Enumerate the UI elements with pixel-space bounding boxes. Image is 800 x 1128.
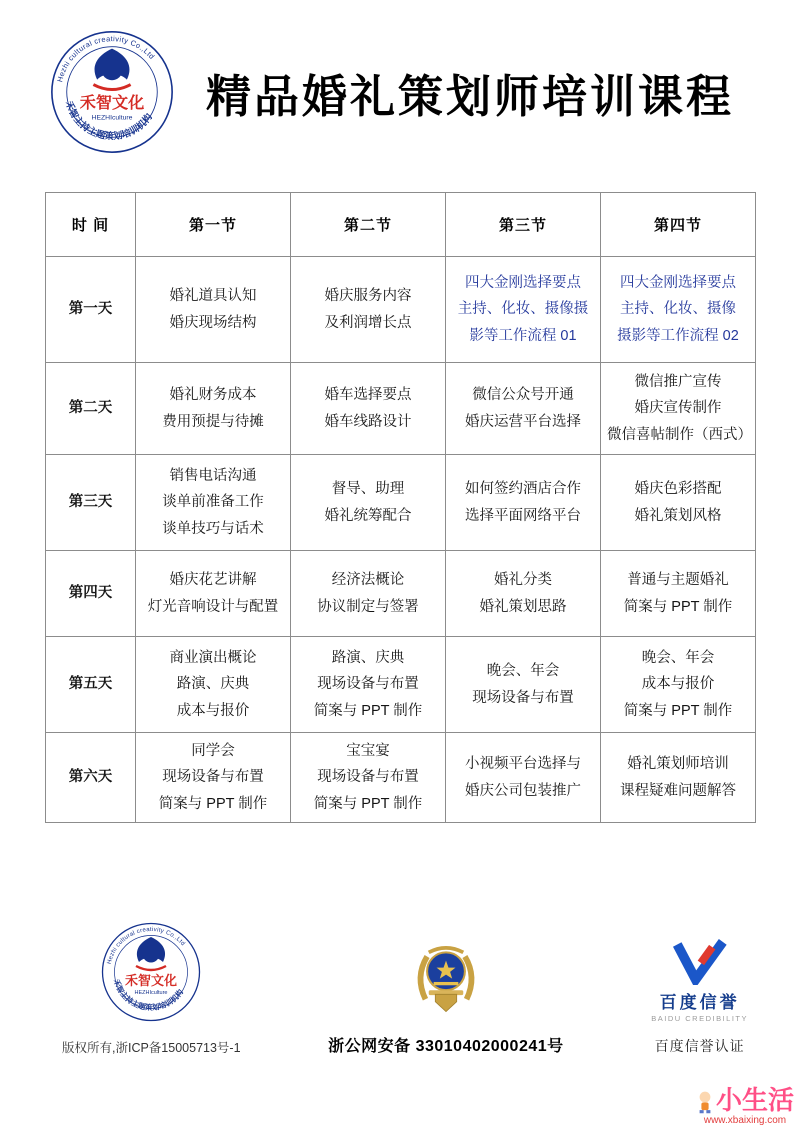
logo-name-cn: 禾智文化 — [79, 94, 145, 113]
baidu-cert-text: 百度信誉认证 — [654, 1038, 745, 1054]
logo-ring-top-text: Hezhi cultural creativity Co.,Ltd — [107, 926, 187, 965]
logo-emblem-core — [101, 59, 122, 80]
footer-center — [328, 940, 564, 1056]
hezhi-logo — [50, 30, 174, 154]
baidu-credibility-icon — [672, 939, 728, 985]
col-header-session3: 第三节 — [446, 193, 601, 257]
course-table-body — [46, 257, 756, 823]
col-header-session2: 第二节 — [291, 193, 446, 257]
table-header-row — [46, 193, 756, 257]
table-row — [46, 733, 756, 823]
course-cell: 婚礼财务成本 费用预提与待摊 — [136, 363, 291, 455]
course-cell: 小视频平台选择与 婚庆公司包装推广 — [446, 733, 601, 823]
footer-left — [62, 922, 241, 1056]
col-header-session4: 第四节 — [601, 193, 756, 257]
course-cell: 如何签约酒店合作 选择平面网络平台 — [446, 455, 601, 551]
table-row — [46, 637, 756, 733]
course-cell: 宝宝宴 现场设备与布置 简案与 PPT 制作 — [291, 733, 446, 823]
col-header-session1: 第一节 — [136, 193, 291, 257]
course-table — [45, 192, 756, 823]
course-cell: 普通与主题婚礼 简案与 PPT 制作 — [601, 551, 756, 637]
course-cell: 四大金刚选择要点 主持、化妆、摄像摄 影等工作流程 01 — [446, 257, 601, 363]
course-cell: 路演、庆典 现场设备与布置 简案与 PPT 制作 — [291, 637, 446, 733]
course-cell: 同学会 现场设备与布置 简案与 PPT 制作 — [136, 733, 291, 823]
logo-emblem-core — [143, 946, 160, 963]
logo-name-en: HEZHIculture — [134, 990, 168, 996]
logo-ring-top-text: Hezhi cultural creativity Co.,Ltd — [55, 34, 157, 83]
day-label: 第一天 — [46, 257, 136, 363]
course-cell: 婚礼策划师培训 课程疑难问题解答 — [601, 733, 756, 823]
watermark-row — [696, 1088, 794, 1114]
logo-ring-bottom-text: 禾智主持主题策划培训机构 — [63, 99, 155, 142]
course-cell: 微信推广宣传 婚庆宣传制作 微信喜帖制作（西式） — [601, 363, 756, 455]
course-cell: 婚庆服务内容 及利润增长点 — [291, 257, 446, 363]
logo-name-en: HEZHIculture — [91, 114, 133, 122]
day-label: 第三天 — [46, 455, 136, 551]
hezhi-logo-footer — [101, 922, 201, 1022]
course-cell: 婚礼分类 婚礼策划思路 — [446, 551, 601, 637]
baidu-credibility-name: 百度信誉 — [659, 993, 740, 1012]
course-cell: 晚会、年会 现场设备与布置 — [446, 637, 601, 733]
course-table-wrap — [45, 192, 755, 823]
course-cell: 经济法概论 协议制定与签署 — [291, 551, 446, 637]
copyright-text: 版权所有,浙ICP备15005713号-1 — [62, 1041, 241, 1055]
course-cell: 商业演出概论 路演、庆典 成本与报价 — [136, 637, 291, 733]
course-cell: 督导、助理 婚礼统筹配合 — [291, 455, 446, 551]
police-record-text: 浙公网安备 33010402000241号 — [328, 1038, 564, 1055]
footer — [0, 922, 800, 1056]
day-label: 第四天 — [46, 551, 136, 637]
site-watermark — [696, 1088, 794, 1126]
col-header-time: 时 间 — [46, 193, 136, 257]
course-cell: 婚庆花艺讲解 灯光音响设计与配置 — [136, 551, 291, 637]
course-cell: 婚车选择要点 婚车线路设计 — [291, 363, 446, 455]
police-badge-icon — [409, 940, 483, 1019]
table-row — [46, 455, 756, 551]
table-row — [46, 363, 756, 455]
logo-name-cn: 禾智文化 — [125, 973, 178, 988]
course-cell: 四大金刚选择要点 主持、化妆、摄像 摄影等工作流程 02 — [601, 257, 756, 363]
watermark-site-url: www.xbaixing.com — [703, 1115, 787, 1126]
day-label: 第二天 — [46, 363, 136, 455]
watermark-site-name: 小生活 — [715, 1086, 794, 1115]
table-row — [46, 257, 756, 363]
day-label: 第五天 — [46, 637, 136, 733]
baidu-credibility-sub: BAIDU CREDIBILITY — [651, 1014, 748, 1023]
course-cell: 晚会、年会 成本与报价 简案与 PPT 制作 — [601, 637, 756, 733]
course-cell: 婚庆色彩搭配 婚礼策划风格 — [601, 455, 756, 551]
course-cell: 销售电话沟通 谈单前准备工作 谈单技巧与话术 — [136, 455, 291, 551]
course-cell: 微信公众号开通 婚庆运营平台选择 — [446, 363, 601, 455]
header — [0, 0, 800, 154]
table-row — [46, 551, 756, 637]
mascot-icon — [696, 1090, 714, 1114]
logo-ring-bottom-text: 禾智主持主题策划培训机构 — [112, 978, 186, 1013]
day-label: 第六天 — [46, 733, 136, 823]
page-title: 精品婚礼策划师培训课程 — [205, 71, 734, 122]
course-cell: 婚礼道具认知 婚庆现场结构 — [136, 257, 291, 363]
footer-right — [651, 939, 748, 1056]
